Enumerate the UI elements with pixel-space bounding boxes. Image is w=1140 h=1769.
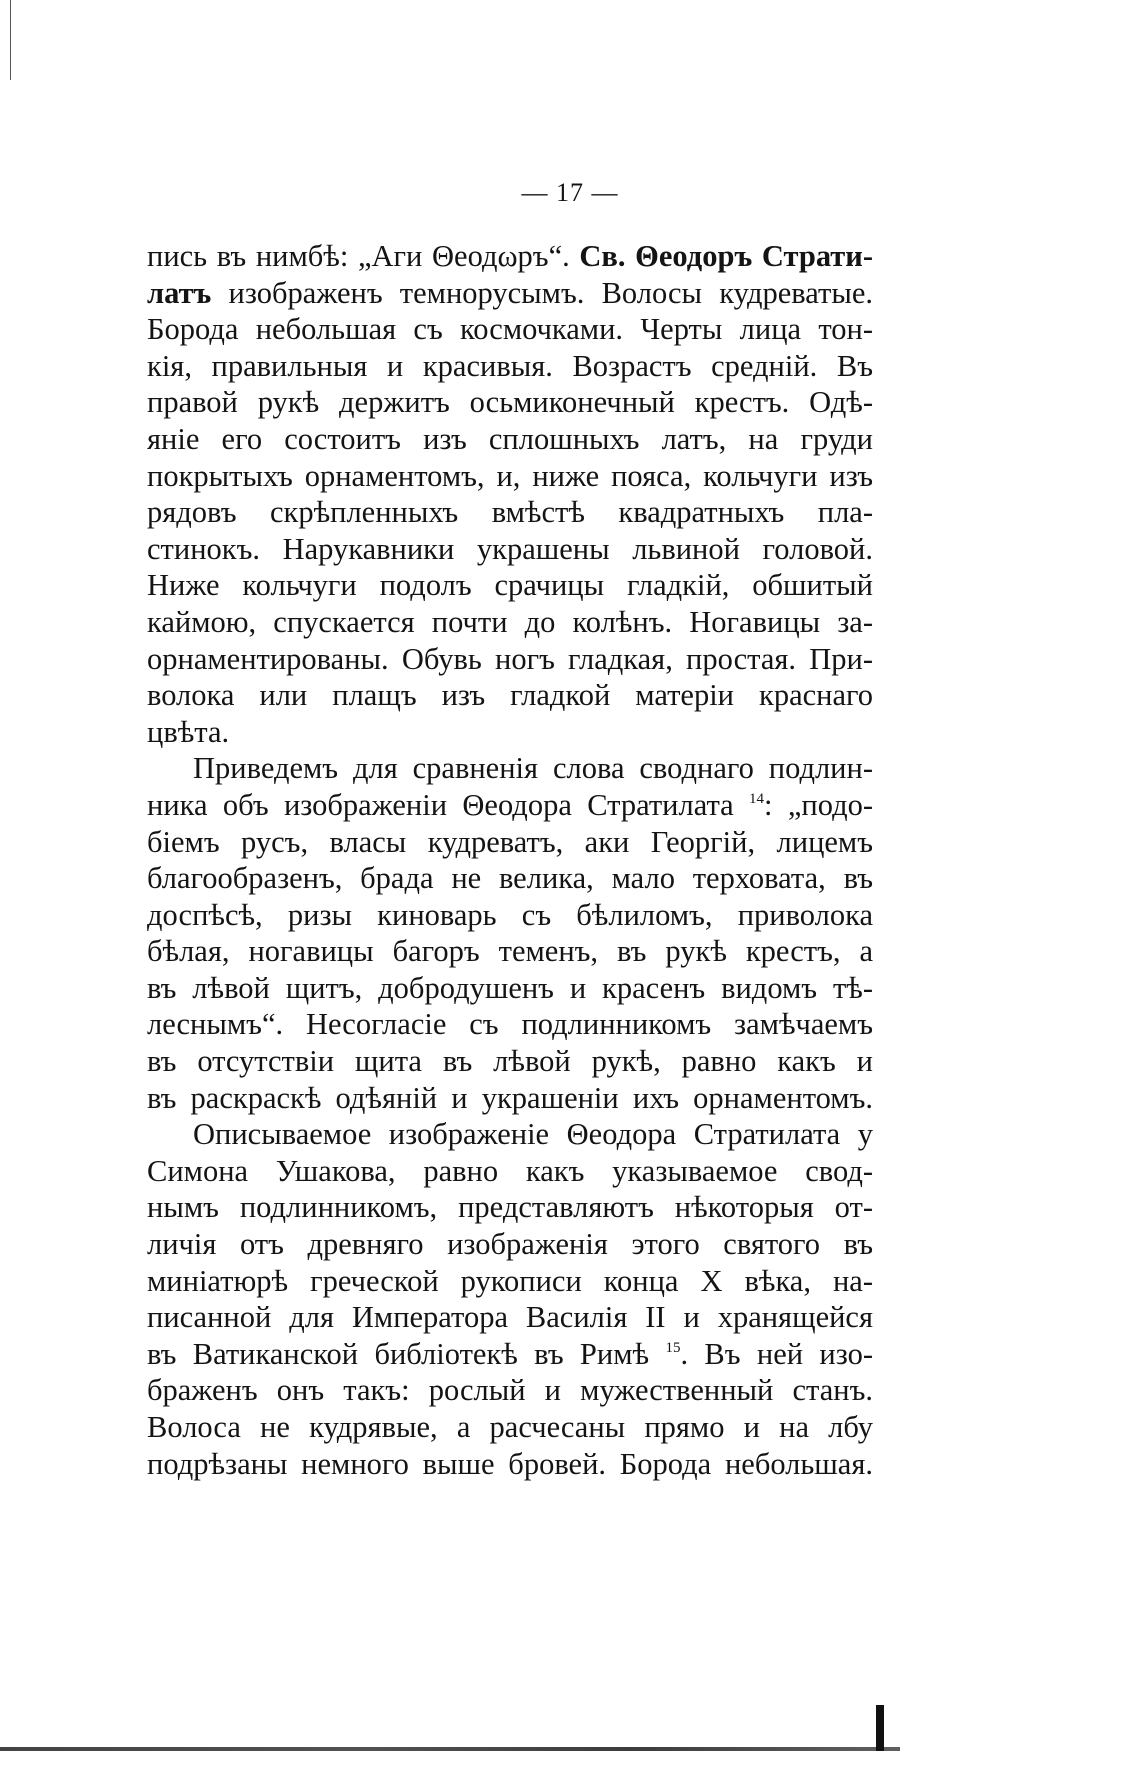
text-line: латъ изображенъ темнорусымъ. Волосы кудреватые. — [147, 275, 873, 310]
footnote-ref: 15 — [665, 1339, 681, 1356]
text-line: каймою, спускается почти до колѣнъ. Ногавицы за- — [147, 604, 873, 639]
text-line: въ раскраскѣ одѣяній и украшеніи ихъ орнаментомъ. — [147, 1080, 873, 1115]
scan-edge-mark — [876, 1705, 884, 1751]
text-line: цвѣта. — [147, 714, 230, 749]
page-number: — 17 — — [521, 178, 619, 207]
text-line: ника объ изображеніи Θеодора Стратилата $^{14}$: „подо- — [147, 787, 873, 822]
text-line: Симона Ушакова, равно какъ указываемое свод- — [147, 1153, 873, 1188]
bold-name: Св. Θеодоръ Страти- — [579, 239, 873, 273]
text-line: нымъ подлинникомъ, представляютъ нѣкоторыя от- — [147, 1190, 873, 1225]
text-line: пись въ нимбѣ: „Аги Θеодωръ“. Св. Θеодоръ Страти- — [147, 239, 873, 273]
scan-edge-mark — [0, 1747, 900, 1751]
text-line: правой рукѣ держитъ осьмиконечный крестъ. Одѣ- — [147, 385, 873, 420]
bold-name: латъ — [147, 275, 212, 310]
text-line: бѣлая, ногавицы багоръ теменъ, въ рукѣ крестъ, а — [147, 934, 873, 969]
text-line: леснымъ“. Несогласіе съ подлинникомъ замѣчаемъ — [147, 1007, 873, 1042]
text-line: въ Ватиканской библіотекѣ въ Римѣ $^{15}$. Въ ней изо- — [147, 1336, 873, 1371]
text-line: покрытыхъ орнаментомъ, и, ниже пояса, кольчуги изъ — [147, 458, 873, 493]
text-line: Ниже кольчуги подолъ срачицы гладкій, обшитый — [147, 568, 873, 603]
text-line: біемъ русъ, власы кудреватъ, аки Георгій, лицемъ — [147, 824, 873, 859]
text-line: Приведемъ для сравненія слова своднаго подлин- — [193, 751, 873, 786]
body-text — [147, 238, 873, 1482]
text-line: волока или плащъ изъ гладкой матеріи краснаго — [147, 678, 873, 713]
text-line: писанной для Императора Василія II и хранящейся — [147, 1300, 873, 1335]
footnote-ref: 14 — [749, 790, 765, 807]
scan-edge-mark — [10, 0, 11, 80]
text-line: Описываемое изображеніе Θеодора Стратилата у — [193, 1117, 873, 1152]
text-line: въ лѣвой щитъ, добродушенъ и красенъ видомъ тѣ- — [147, 970, 873, 1005]
text-line: кія, правильныя и красивыя. Возрастъ средній. Въ — [147, 348, 873, 383]
text-line: миніатюрѣ греческой рукописи конца X вѣка, на- — [147, 1263, 873, 1298]
text-line: подрѣзаны немного выше бровей. Борода небольшая. — [147, 1446, 873, 1481]
text-line: Волоса не кудрявые, а расчесаны прямо и на лбу — [147, 1410, 873, 1444]
text-line: Борода небольшая съ космочками. Черты лица тон- — [147, 312, 873, 347]
text-line: доспѣсѣ, ризы киноварь съ бѣлиломъ, приволока — [147, 897, 873, 932]
text-line: благообразенъ, брада не велика, мало терховата, въ — [147, 861, 873, 896]
text-line: орнаментированы. Обувь ногъ гладкая, простая. При- — [147, 641, 873, 676]
text-line: стинокъ. Нарукавники украшены львиной головой. — [147, 531, 873, 566]
text-line: яніе его состоитъ изъ сплошныхъ латъ, на груди — [147, 421, 873, 456]
text-line: рядовъ скрѣпленныхъ вмѣстѣ квадратныхъ пла- — [147, 495, 873, 530]
text-line: личія отъ древняго изображенія этого святого въ — [147, 1227, 873, 1262]
text-line: браженъ онъ такъ: рослый и мужественный станъ. — [147, 1373, 873, 1408]
text-line: въ отсутствіи щита въ лѣвой рукѣ, равно какъ и — [147, 1044, 873, 1079]
